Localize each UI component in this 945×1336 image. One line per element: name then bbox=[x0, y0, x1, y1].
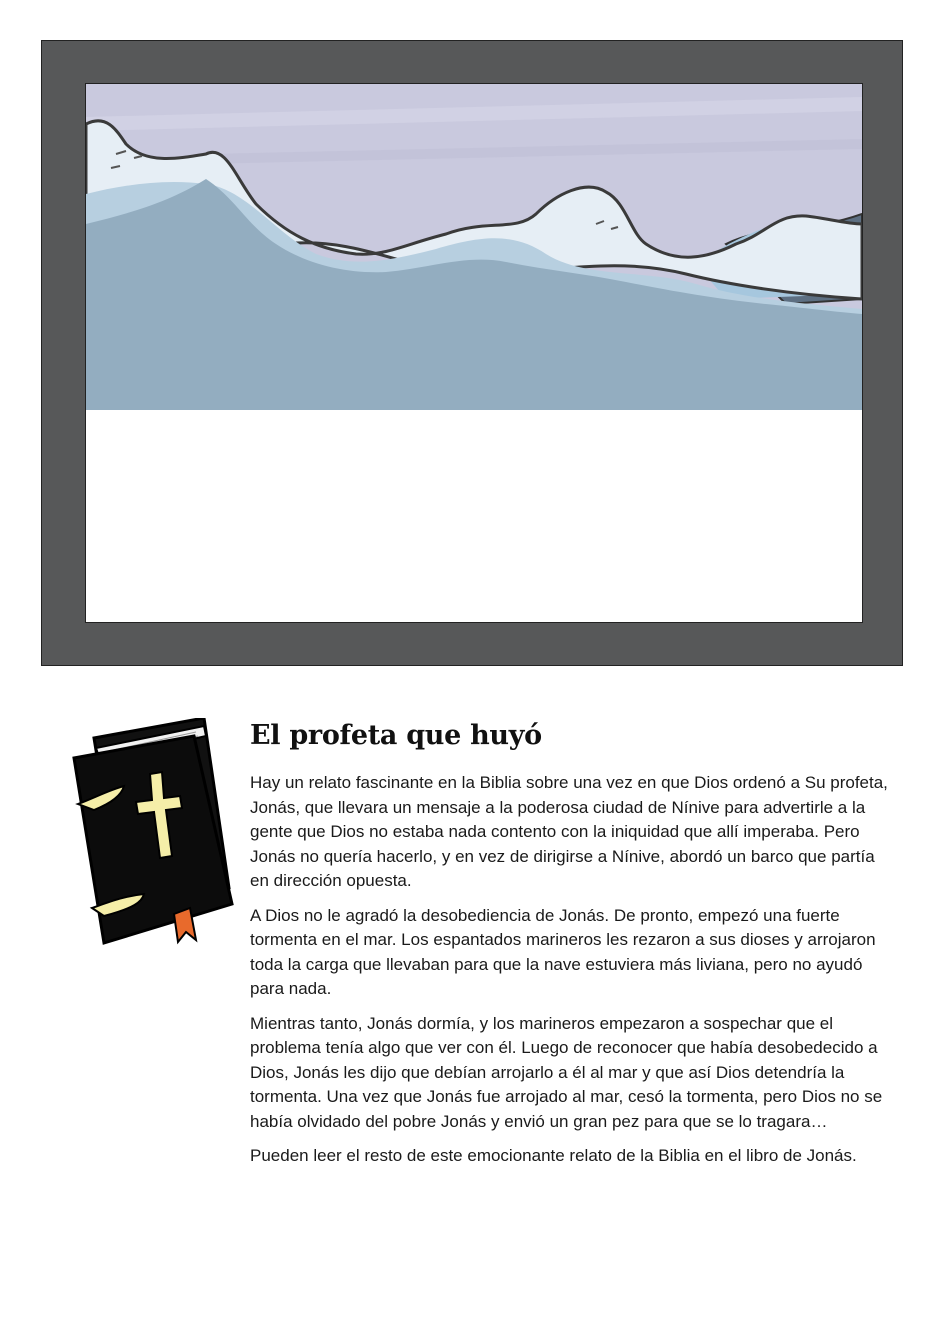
story-paragraph: A Dios no le agradó la desobediencia de Jonás. De pronto, empezó una fuerte tormenta en el mar. Los espantados marineros les rezaron a sus dioses y arrojaron toda la carga que llevaban para que la nave estuviera más liviana, pero no ayudó para nada. bbox=[250, 905, 876, 998]
story-title: El profeta que huyó bbox=[250, 720, 542, 751]
story-section bbox=[250, 720, 890, 1179]
story-paragraph: Mientras tanto, Jonás dormía, y los marineros empezaron a sospechar que el problema tenía algo que ver con él. Luego de reconocer que había desobedecido a Dios, Jonás les dijo que debían arrojarlo a él al mar y que así Dios detendría la tormenta. Una vez que Jonás fue arrojado al mar, cesó la tormenta, pero Dios no se había olvidado del pobre Jonás y envió un gran pez para que se lo tragara… bbox=[250, 1013, 883, 1131]
illustration-frame bbox=[41, 40, 903, 666]
story-paragraph: Hay un relato fascinante en la Biblia sobre una vez en que Dios ordenó a Su profeta, Jonás, que llevara un mensaje a la poderosa ciudad de Nínive para advertirle a la gente que Dios no estaba nada contento con la iniquidad que allí imperaba. Pero Jonás no quería hacerlo, y en vez de dirigirse a Nínive, abordó un barco que partía en dirección opuesta. bbox=[250, 773, 888, 890]
bible-book-icon bbox=[64, 718, 236, 948]
stormy-sea-illustration bbox=[85, 83, 863, 623]
story-paragraph: Pueden leer el resto de este emocionante relato de la Biblia en el libro de Jonás. bbox=[250, 1146, 857, 1165]
sea-waves-icon bbox=[86, 84, 862, 622]
